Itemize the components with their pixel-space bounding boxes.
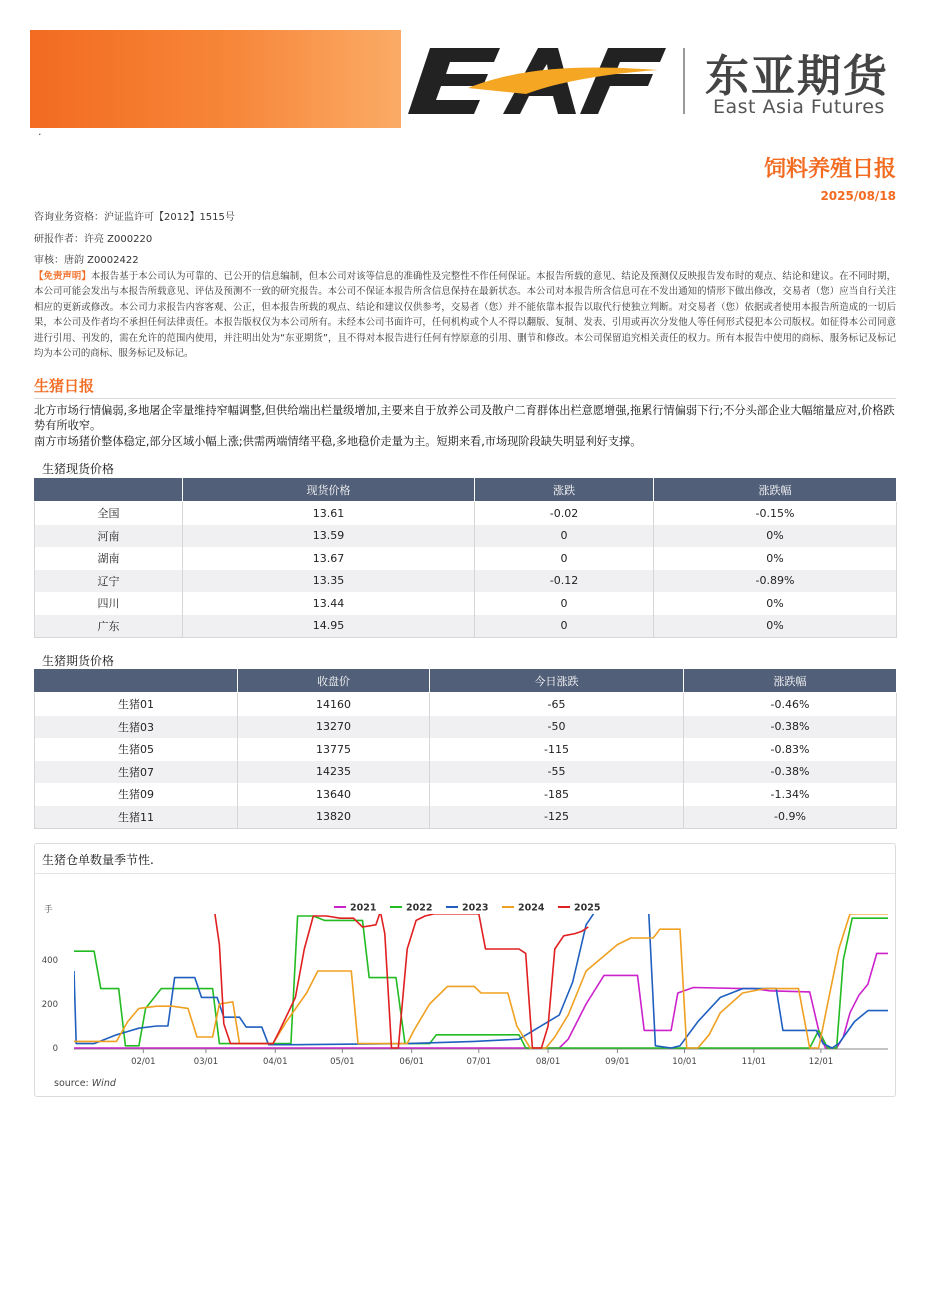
legend-label-2024: 2024 [518, 902, 545, 914]
table-cell: -50 [430, 716, 684, 739]
y-tick-label: 400 [41, 956, 58, 966]
x-tick-label: 09/01 [605, 1057, 630, 1067]
table-cell: 0% [654, 547, 897, 570]
table-cell: 13.61 [183, 502, 475, 525]
eaf-logo-icon [408, 44, 668, 116]
legend-label-2022: 2022 [406, 902, 433, 914]
y-tick-label: 200 [41, 1000, 58, 1010]
x-tick-label: 04/01 [263, 1057, 288, 1067]
author-line: 研报作者：许亮 Z000220 [34, 234, 153, 245]
dot-marker: · [38, 128, 42, 141]
legend-label-2021: 2021 [350, 902, 377, 914]
table-cell: 0% [654, 525, 897, 548]
market-paragraph-south: 南方市场猪价整体稳定,部分区域小幅上涨;供需两端情绪平稳,多地稳价走量为主。短期来看,市场现阶段缺失明显利好支撑。 [34, 435, 642, 448]
column-header: 涨跌 [475, 478, 654, 502]
x-tick-label: 11/01 [741, 1057, 767, 1067]
table-row [35, 806, 897, 829]
table-cell: -0.83% [684, 738, 897, 761]
table-cell: 四川 [35, 592, 183, 615]
x-tick-label: 12/01 [808, 1057, 834, 1067]
disclaimer-text: 本报告基于本公司认为可靠的、已公开的信息编制，但本公司对该等信息的准确性及完整性不作任何保证。本报告所载的意见、结论及预测仅反映报告发布时的观点、结论和建议。在不同时期，本公司可能会发出与本报告所载意见、评估及预测不一致的研究报告。本公司不保证本报告所含信息保持在最新状态。本公司对本报告所含信息可在不发出通知的情形下做出修改，交易者（您）应当自行关注相应的更新或修改。本公司力求报告内容客观、公正，但本报告所载的观点、结论和建议仅供参考，交易者（您）并不能依靠本报告以取代行使独立判断。对交易者（您）依据或者使用本报告所造成的一切后果，本公司及作者均不承担任何法律责任。本报告版权仅为本公司所有。未经本公司书面许可，任何机构或个人不得以翻版、复制、发表、引用或再次分发他人等任何形式侵犯本公司版权。如征得本公司同意进行引用、刊发的，需在允许的范围内使用，并注明出处为“东亚期货”，且不得对本报告进行任何有悖原意的引用、删节和修改。本公司保留追究相关责任的权力。所有本报告中使用的商标、服务标记及标记均为本公司的商标、服务标记及标记。 [34, 271, 896, 360]
column-header [35, 669, 238, 693]
table-cell: 生猪03 [35, 716, 238, 739]
x-tick-label: 02/01 [131, 1057, 156, 1067]
header-banner [30, 30, 401, 128]
table-cell: -65 [430, 693, 684, 716]
brand-name-cn: 东亚期货 [705, 51, 889, 102]
table-cell: -55 [430, 761, 684, 784]
spot-price-table [34, 477, 897, 638]
market-paragraph-north: 北方市场行情偏弱,多地屠企宰量维持窄幅调整,但供给端出栏量级增加,主要来自于放养公司及散户二育群体出栏意愿增强,拖累行情偏弱下行;不分头部企业大幅缩量应对,价格跌势有所收窄。 [34, 404, 895, 432]
table-row [35, 547, 897, 570]
legend-label-2025: 2025 [574, 902, 601, 914]
series-line-2023 [74, 912, 888, 1048]
table-cell: 0 [475, 592, 654, 615]
table-cell: 0 [475, 615, 654, 638]
table-row [35, 592, 897, 615]
table-cell: -115 [430, 738, 684, 761]
table-cell: 辽宁 [35, 570, 183, 593]
section-title: 生猪日报 [34, 377, 95, 395]
x-tick-label: 03/01 [193, 1057, 219, 1067]
table-cell: 13820 [238, 806, 430, 829]
futures-price-table [34, 668, 897, 829]
table-cell: 0% [654, 615, 897, 638]
column-header: 涨跌幅 [684, 669, 897, 693]
table-cell: 0% [654, 592, 897, 615]
table-cell: 13640 [238, 783, 430, 806]
qualification-line: 咨询业务资格：沪证监许可【2012】1515号 [34, 212, 235, 223]
table-cell: 14.95 [183, 615, 475, 638]
table-row [35, 761, 897, 784]
table-header-row [35, 478, 897, 502]
report-title: 饲料养殖日报 [763, 157, 896, 182]
column-header: 收盘价 [238, 669, 430, 693]
table-cell: -0.38% [684, 716, 897, 739]
table-row [35, 738, 897, 761]
table-cell: 生猪07 [35, 761, 238, 784]
table-row [35, 502, 897, 525]
table-cell: 0 [475, 547, 654, 570]
table-cell: 13270 [238, 716, 430, 739]
y-axis-label: 手 [44, 905, 53, 915]
x-tick-label: 10/01 [672, 1057, 697, 1067]
table-cell: -0.12 [475, 570, 654, 593]
table-row [35, 716, 897, 739]
table-row [35, 570, 897, 593]
legend-label-2023: 2023 [462, 902, 489, 914]
logo-separator [683, 48, 685, 114]
disclaimer [34, 269, 896, 361]
table-cell: -185 [430, 783, 684, 806]
x-tick-label: 08/01 [535, 1057, 561, 1067]
table-cell: 湖南 [35, 547, 183, 570]
spot-table-title: 生猪现货价格 [42, 462, 115, 476]
table-cell: 生猪11 [35, 806, 238, 829]
chart-title: 生猪仓单数量季节性. [42, 853, 154, 867]
table-cell: 生猪01 [35, 693, 238, 716]
table-cell: 13.67 [183, 547, 475, 570]
table-cell: 13.35 [183, 570, 475, 593]
futures-table-title: 生猪期货价格 [42, 654, 115, 668]
y-tick-label: 0 [52, 1044, 58, 1054]
table-cell: -0.02 [475, 502, 654, 525]
table-cell: 13.44 [183, 592, 475, 615]
table-header-row [35, 669, 897, 693]
table-cell: -0.15% [654, 502, 897, 525]
x-tick-label: 06/01 [399, 1057, 424, 1067]
table-cell: 14235 [238, 761, 430, 784]
table-cell: 生猪09 [35, 783, 238, 806]
source-value: Wind [91, 1078, 116, 1089]
table-cell: 0 [475, 525, 654, 548]
brand-name-en: East Asia Futures [713, 96, 885, 118]
table-row [35, 783, 897, 806]
x-tick-label: 07/01 [466, 1057, 492, 1067]
warehouse-receipt-chart [34, 874, 894, 1074]
column-header: 涨跌幅 [654, 478, 897, 502]
column-header: 现货价格 [183, 478, 475, 502]
table-cell: 广东 [35, 615, 183, 638]
x-tick-label: 05/01 [330, 1057, 355, 1067]
table-cell: 全国 [35, 502, 183, 525]
table-cell: 13775 [238, 738, 430, 761]
table-cell: 生猪05 [35, 738, 238, 761]
source-label: source: [54, 1078, 89, 1089]
table-cell: 河南 [35, 525, 183, 548]
table-row [35, 525, 897, 548]
table-cell: -125 [430, 806, 684, 829]
table-cell: 13.59 [183, 525, 475, 548]
table-cell: -0.38% [684, 761, 897, 784]
column-header [35, 478, 183, 502]
table-cell: -1.34% [684, 783, 897, 806]
disclaimer-label: 【免责声明】 [34, 271, 91, 282]
chart-source [54, 1078, 116, 1089]
table-cell: -0.46% [684, 693, 897, 716]
table-row [35, 615, 897, 638]
series-line-2025 [215, 912, 588, 1048]
table-cell: -0.89% [654, 570, 897, 593]
report-date: 2025/08/18 [820, 189, 896, 203]
table-cell: 14160 [238, 693, 430, 716]
section-divider [34, 398, 896, 399]
table-cell: -0.9% [684, 806, 897, 829]
table-row [35, 693, 897, 716]
column-header: 今日涨跌 [430, 669, 684, 693]
reviewer-line: 审核：唐韵 Z0002422 [34, 255, 139, 266]
